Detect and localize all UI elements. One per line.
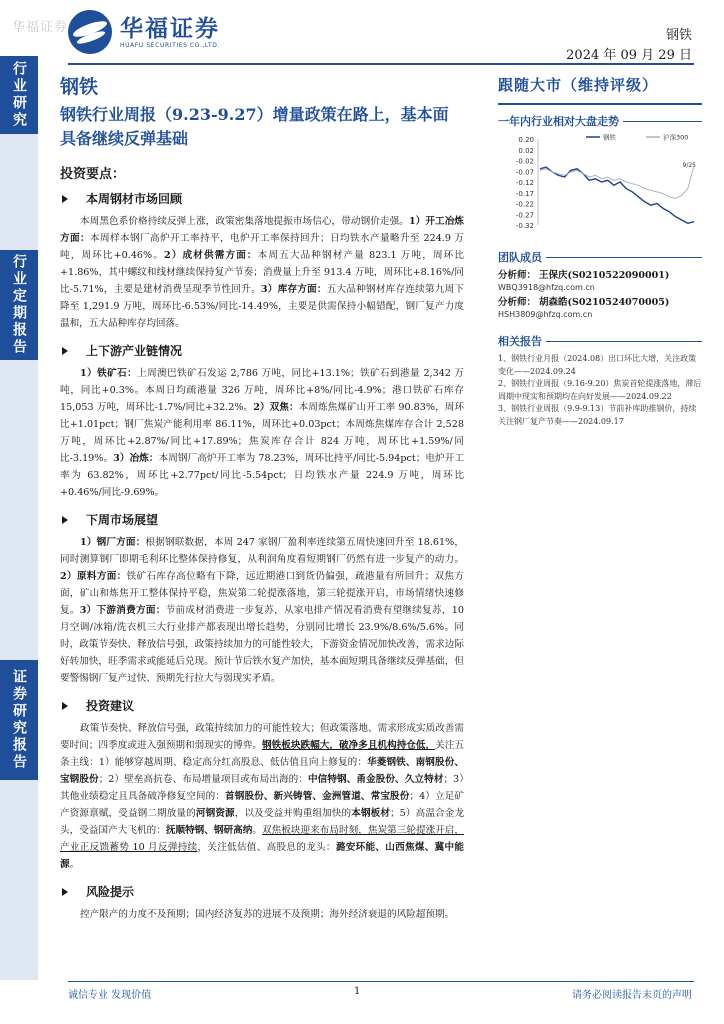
triangle-bullet-icon [62, 702, 68, 710]
series-line-1 [540, 166, 694, 199]
relative-performance-chart [498, 131, 702, 231]
company-logo [68, 10, 220, 54]
y-tick-label: -0.17 [515, 189, 534, 198]
section-heading: 本周钢材市场回顾 [60, 190, 464, 207]
sidebar-tab-periodic-report: 行业定期报告 [0, 250, 38, 360]
y-tick-label: -0.02 [515, 157, 534, 166]
analyst-entry: 分析师： 王保庆(S0210522090001) [498, 270, 670, 281]
triangle-bullet-icon [62, 516, 68, 524]
chart-title: 一年内行业相对大盘走势 [498, 115, 619, 128]
related-report-item[interactable]: 1、钢铁行业月报（2024.08）出口环比大增，关注政策变化——2024.09.24 [498, 354, 697, 376]
section-paragraph: 本周黑色系价格持续反弹上涨，政策密集落地提振市场信心，带动钢价走强。1）开工冶炼方面：本周样本钢厂高炉开工率持平，电炉开工率保持回升；日均铁水产量略升至 224.9 万吨，周环比+0.46%。2）成材供需方面：本周五大品种钢材产量 823.1 万吨，周环比+1.86%，其中螺纹和线材继续保持复产节奏；消费量上升至 913.4 万吨，周环比+8.16%/同比-5.71%，主要是建材消费呈现季节性回升。3）库存方面：五大品种钢材库存连续第九周下降至 1,291.9 万吨，周环比-6.53%/同比-14.49%，主要是供需保持小幅错配，钢厂复产力度温和，五大品种库存均回落。 [60, 216, 465, 329]
legend-label: 沪深300 [663, 133, 689, 142]
analyst-email[interactable]: HSH3809@hfzq.com.cn [498, 310, 593, 319]
section-paragraph: 1）钢厂方面：根据钢联数据，本周 247 家钢厂盈利率连续第五周快速回升至 18.61%，同时测算钢厂即期毛利环比整体保持修复，从利润角度看短期钢厂仍然有进一步复产的动力。2）原料方面：铁矿石库存高位略有下降，远近期港口到货仍偏强，疏港量有所回升；双焦方面，矿山和炼焦开工整体保持平稳，焦炭第二轮提涨落地，第三轮提涨开启，市场情绪快速修复。3）下游消费方面：节前成材消费进一步复苏，从家电排产情况看消费有望继续复苏，10 月空调/冰箱/洗衣机三大行业排产都表现出增长趋势，分别同比增长 23.9%/8.6%/5.6%。同时，政策节奏快、释放信号强，政策持续加力的可能性较大，下游资金情况加快改善，需求边际好转加快，旺季需求或能延后兑现。预计节后铁水复产加快，基本面短期具备继续反弹基础，但要警惕钢厂复产过快、预期先行拉大与弱现实矛盾。 [60, 537, 465, 684]
section-paragraph: 控产限产的力度不及预期；国内经济复苏的进展不及预期；海外经济衰退的风险超预期。 [80, 909, 455, 920]
y-tick-label: -0.07 [515, 168, 534, 177]
sidebar-spacer [0, 134, 38, 250]
sidebar-tab-industry-research: 行业研究 [0, 56, 38, 134]
header-industry: 钢铁 [665, 28, 692, 43]
triangle-bullet-icon [62, 195, 68, 203]
header-divider [68, 63, 694, 65]
y-tick-label: 0.02 [518, 146, 534, 155]
related-report-item[interactable]: 3、钢铁行业周报（9.9-9.13）节前补库助推钢价，持续关注钢厂复产节奏——2024.09.17 [498, 404, 697, 426]
sidebar-spacer [0, 360, 38, 660]
sidebar-spacer [0, 780, 38, 980]
footer-divider [68, 981, 694, 982]
y-tick-label: -0.12 [515, 179, 534, 187]
sidebar-tab-securities-report: 证券研究报告 [0, 660, 38, 780]
triangle-bullet-icon [62, 347, 68, 355]
logo-emblem-icon [68, 10, 112, 54]
section-paragraph: 政策节奏快、释放信号强，政策持续加力的可能性较大；但政策落地、需求形成实质改善需要时间；四季度或进入强预期和弱现实的博弈。钢铁板块跌幅大，破净多且机构持仓低，关注五条主线：1）能够穿越周期、稳定高分红高股息、低估值且向上修复的：华菱钢铁、南钢股份、宝钢股份；2）壁垒高抗卷、布局增量项目或布局出海的：中信特钢、甬金股份、久立特材；3）其他业绩稳定且具备破净修复空间的：首钢股份、新兴铸管、金洲管道、常宝股份；4）立足矿产资源禀赋，受益钢二期放量的河钢资源，以及受益并购重组加快的本钢板材；5）高温合金龙头，受益国产大飞机的：抚顺特钢、钢研高纳。双焦板块迎来布局时刻，焦炭第三轮提涨开启，产业正反馈蓄势 10 月反弹持续，关注低估值、高股息的龙头：潞安环能、山西焦煤、冀中能源。 [60, 723, 465, 870]
industry-title: 钢铁 [60, 76, 99, 98]
related-reports-title: 相关报告 [498, 335, 542, 348]
page-number: 1 [354, 986, 361, 997]
related-report-item[interactable]: 2、钢铁行业周报（9.16-9.20）焦炭首轮提涨落地，滞后周期中现实和预期均在向好发展——2024.09.22 [498, 379, 702, 401]
header-date: 2024 年 09 月 29 日 [566, 48, 692, 63]
footer-slogan: 诚信专业 发现价值 [68, 990, 152, 1001]
key-points-title: 投资要点： [60, 167, 126, 182]
rating: 跟随大市（维持评级） [498, 76, 659, 94]
y-tick-label: 0.20 [518, 136, 534, 144]
company-name-cn: 华福证券 [120, 15, 220, 42]
y-tick-label: -0.22 [515, 200, 534, 209]
team-title: 团队成员 [498, 251, 542, 264]
footer-disclaimer: 请务必阅读报告末页的声明 [572, 990, 692, 1001]
section-heading: 下周市场展望 [60, 511, 464, 528]
company-name-en: HUAFU SECURITIES CO.,LTD. [120, 41, 221, 49]
right-column [498, 74, 702, 428]
triangle-bullet-icon [62, 888, 68, 896]
x-tick-label: 9/25 [682, 162, 696, 169]
legend-label: 钢铁 [603, 133, 616, 142]
y-tick-label: -0.32 [515, 222, 534, 230]
analyst-entry: 分析师： 胡森皓(S0210524070005) [498, 297, 670, 308]
section-heading: 投资建议 [60, 697, 464, 714]
main-column [60, 72, 464, 923]
section-paragraph: 1）铁矿石：上周澳巴铁矿石发运 2,786 万吨，同比+13.1%；铁矿石到港量 2,342 万吨，同比+0.3%。本周日均疏港量 326 万吨，周环比+8%/同比-4.9%；港口铁矿石库存 15,053 万吨，周环比-1.7%/同比+32.2%。2）双焦：本周炼焦煤矿山开工率 90.83%，周环比+1.01pct；钢厂焦炭产能利用率 86.11%，周环比+0.03pct；本周炼焦煤库存合计 2,528 万吨，周环比+2.87%/同比+17.89%；焦炭库存合计 824 万吨，周环比+1.59%/同比-3.19%。3）冶炼：本周钢厂高炉开工率为 78.23%，周环比持平/同比-5.94pct；电炉开工率为 63.82%，周环比+2.77pct/同比-5.54pct；日均铁水产量 224.9 万吨，周环比+0.46%/同比-9.69%。 [60, 368, 464, 498]
section-heading: 上下游产业链情况 [60, 342, 464, 359]
y-tick-label: -0.27 [515, 211, 534, 220]
analyst-email[interactable]: WBQ3918@hfzq.com.cn [498, 283, 595, 292]
watermark: 华福证券 [12, 20, 69, 35]
section-heading: 风险提示 [60, 883, 464, 900]
report-headline: 钢铁行业周报（9.23-9.27）增量政策在路上，基本面具备继续反弹基础 [60, 105, 449, 148]
series-line-0 [540, 167, 694, 223]
report-sections [60, 190, 464, 923]
